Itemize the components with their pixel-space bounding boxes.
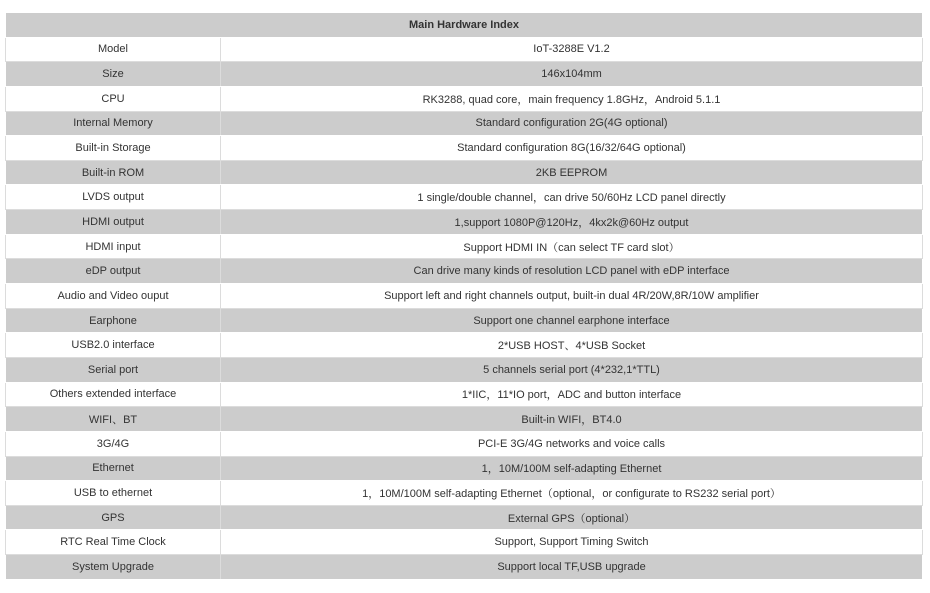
table-row	[6, 555, 923, 580]
spec-value: Support left and right channels output, built-in dual 4R/20W,8R/10W amplifier	[221, 284, 923, 309]
table-row	[6, 357, 923, 382]
table-row	[6, 160, 923, 185]
spec-value: Support one channel earphone interface	[221, 308, 923, 333]
spec-label: Others extended interface	[6, 382, 221, 407]
spec-value: RK3288, quad core，main frequency 1.8GHz，Android 5.1.1	[221, 86, 923, 111]
table-header-row	[6, 13, 923, 38]
spec-value: 2KB EEPROM	[221, 160, 923, 185]
spec-value: Built-in WIFI，BT4.0	[221, 407, 923, 432]
spec-label: CPU	[6, 86, 221, 111]
spec-value: 1,support 1080P@120Hz，4kx2k@60Hz output	[221, 210, 923, 235]
table-row	[6, 185, 923, 210]
spec-label: System Upgrade	[6, 555, 221, 580]
spec-label: Earphone	[6, 308, 221, 333]
spec-value: 1 single/double channel，can drive 50/60Hz LCD panel directly	[221, 185, 923, 210]
spec-label: Audio and Video ouput	[6, 284, 221, 309]
table-row	[6, 86, 923, 111]
spec-value: Can drive many kinds of resolution LCD panel with eDP interface	[221, 259, 923, 284]
spec-value: PCI-E 3G/4G networks and voice calls	[221, 431, 923, 456]
spec-label: USB2.0 interface	[6, 333, 221, 358]
table-row	[6, 382, 923, 407]
table-row	[6, 481, 923, 506]
table-title: Main Hardware Index	[6, 13, 923, 38]
spec-label: Size	[6, 62, 221, 87]
table-row	[6, 136, 923, 161]
table-row	[6, 259, 923, 284]
spec-value: 2*USB HOST、4*USB Socket	[221, 333, 923, 358]
table-row	[6, 530, 923, 555]
table-row	[6, 62, 923, 87]
spec-value: Support HDMI IN（can select TF card slot）	[221, 234, 923, 259]
table-row	[6, 505, 923, 530]
table-body	[6, 37, 923, 579]
spec-value: Support, Support Timing Switch	[221, 530, 923, 555]
spec-label: Model	[6, 37, 221, 62]
hardware-spec-table	[5, 12, 923, 580]
spec-label: Built-in ROM	[6, 160, 221, 185]
spec-label: WIFI、BT	[6, 407, 221, 432]
spec-label: RTC Real Time Clock	[6, 530, 221, 555]
table-row	[6, 407, 923, 432]
spec-label: 3G/4G	[6, 431, 221, 456]
spec-label: HDMI input	[6, 234, 221, 259]
spec-label: GPS	[6, 505, 221, 530]
spec-value: IoT-3288E V1.2	[221, 37, 923, 62]
spec-label: Serial port	[6, 357, 221, 382]
table-row	[6, 210, 923, 235]
spec-value: External GPS（optional）	[221, 505, 923, 530]
spec-label: Ethernet	[6, 456, 221, 481]
spec-value: 1*IIC，11*IO port，ADC and button interface	[221, 382, 923, 407]
spec-label: Internal Memory	[6, 111, 221, 136]
spec-label: eDP output	[6, 259, 221, 284]
table-row	[6, 111, 923, 136]
table-row	[6, 333, 923, 358]
spec-value: 1，10M/100M self-adapting Ethernet（optional，or configurate to RS232 serial port）	[221, 481, 923, 506]
spec-label: LVDS output	[6, 185, 221, 210]
table-row	[6, 456, 923, 481]
table-row	[6, 234, 923, 259]
table-row	[6, 284, 923, 309]
spec-label: USB to ethernet	[6, 481, 221, 506]
spec-label: HDMI output	[6, 210, 221, 235]
spec-value: Standard configuration 8G(16/32/64G optional)	[221, 136, 923, 161]
spec-value: 1，10M/100M self-adapting Ethernet	[221, 456, 923, 481]
spec-value: 5 channels serial port (4*232,1*TTL)	[221, 357, 923, 382]
table-row	[6, 431, 923, 456]
table-row	[6, 37, 923, 62]
spec-value: Standard configuration 2G(4G optional)	[221, 111, 923, 136]
spec-label: Built-in Storage	[6, 136, 221, 161]
table-row	[6, 308, 923, 333]
spec-value: 146x104mm	[221, 62, 923, 87]
spec-value: Support local TF,USB upgrade	[221, 555, 923, 580]
